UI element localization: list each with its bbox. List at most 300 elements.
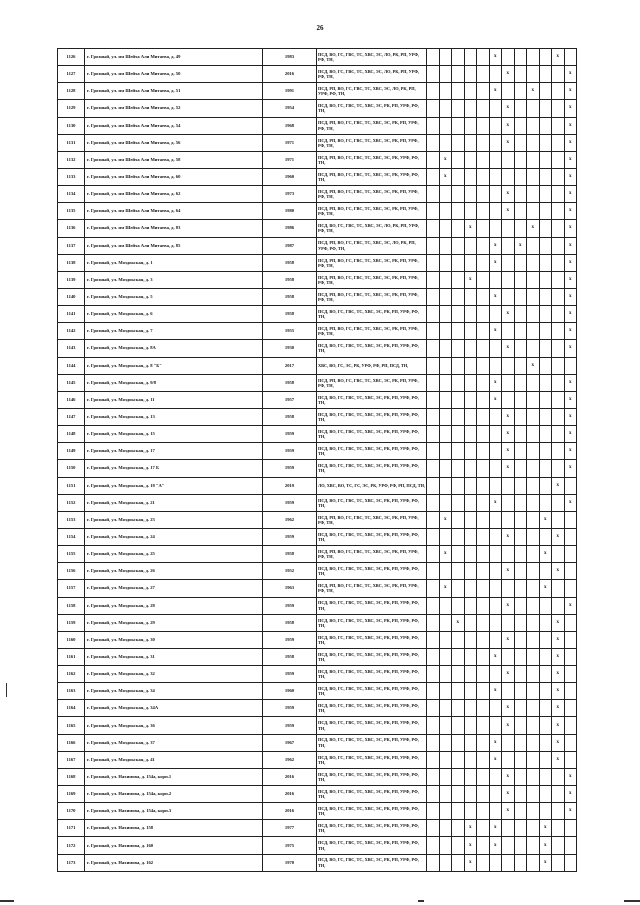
period-mark-cell [477, 83, 490, 100]
period-mark-cell [514, 408, 527, 425]
address-cell: г. Грозный, ул. Моздокская, д. 36 [85, 717, 263, 734]
period-mark-cell [464, 100, 477, 117]
period-mark-cell [427, 751, 440, 768]
period-mark-cell [514, 134, 527, 151]
period-mark-cell [539, 151, 552, 168]
period-mark-cell [502, 751, 515, 768]
period-mark-cell: x [502, 203, 515, 220]
period-mark-cell [477, 391, 490, 408]
period-mark-cell [477, 580, 490, 597]
address-cell: г. Грозный, ул. Моздокская, д. 28 [85, 597, 263, 614]
engineering-systems-cell: ПСД, ВО, ГС, ГВС, ТС, ХВС, ЭС, РК, РП, УРФ, РФ, ТН, [317, 528, 427, 545]
period-mark-cell [539, 357, 552, 374]
period-mark-cell [539, 460, 552, 477]
period-mark-cell [464, 186, 477, 203]
address-cell: г. Грозный, ул. им Шейха Али Митаева, д. 64 [85, 203, 263, 220]
engineering-systems-cell: ПСД, ВО, ГС, ГВС, ТС, ХВС, ЭС, РК, РП, УРФ, РФ, ТН, [317, 717, 427, 734]
period-mark-cell [464, 700, 477, 717]
engineering-systems-cell: ПСД, ВО, ГС, ГВС, ТС, ХВС, ЭС, ЛО, РК, РП, УРФ, РФ, ТН, [317, 66, 427, 83]
period-mark-cell [502, 168, 515, 185]
period-mark-cell: x [489, 391, 502, 408]
table-row [58, 271, 577, 288]
table-row [58, 426, 577, 443]
row-number: 1127 [58, 66, 85, 83]
period-mark-cell [427, 614, 440, 631]
period-mark-cell [527, 288, 540, 305]
period-mark-cell [464, 477, 477, 494]
period-mark-cell [427, 306, 440, 323]
period-mark-cell: x [552, 700, 565, 717]
period-mark-cell [477, 597, 490, 614]
period-mark-cell [564, 580, 577, 597]
year-built-cell: 1958 [263, 374, 317, 391]
period-mark-cell [552, 100, 565, 117]
period-mark-cell: x [464, 220, 477, 237]
period-mark-cell [477, 288, 490, 305]
period-mark-cell [439, 854, 452, 871]
row-number: 1150 [58, 460, 85, 477]
period-mark-cell [452, 426, 465, 443]
period-mark-cell [452, 391, 465, 408]
address-cell: г. Грозный, ул. им Шейха Али Митаева, д. 49 [85, 49, 263, 66]
period-mark-cell [464, 768, 477, 785]
row-number: 1142 [58, 323, 85, 340]
year-built-cell: 1959 [263, 717, 317, 734]
period-mark-cell [489, 803, 502, 820]
period-mark-cell [539, 323, 552, 340]
period-mark-cell [489, 666, 502, 683]
period-mark-cell [539, 683, 552, 700]
period-mark-cell [552, 820, 565, 837]
period-mark-cell [427, 511, 440, 528]
period-mark-cell: x [489, 494, 502, 511]
scan-edge-mark [6, 683, 7, 697]
period-mark-cell: x [564, 374, 577, 391]
engineering-systems-cell: ПСД, ВО, ГС, ГВС, ТС, ХВС, ЭС, РК, РП, УРФ, РФ, ТН, [317, 768, 427, 785]
table-row [58, 854, 577, 871]
period-mark-cell [564, 700, 577, 717]
table-row [58, 700, 577, 717]
period-mark-cell: x [502, 443, 515, 460]
row-number: 1152 [58, 494, 85, 511]
period-mark-cell [427, 117, 440, 134]
period-mark-cell [514, 786, 527, 803]
period-mark-cell [439, 254, 452, 271]
period-mark-cell [502, 546, 515, 563]
engineering-systems-cell: ХВС, ВО, ГС, ЭС, РК, УРФ, РФ, РП, ПСД, ТН, [317, 357, 427, 374]
period-mark-cell [539, 134, 552, 151]
period-mark-cell [539, 803, 552, 820]
row-number: 1134 [58, 186, 85, 203]
year-built-cell: 1959 [263, 631, 317, 648]
period-mark-cell [427, 768, 440, 785]
period-mark-cell [439, 340, 452, 357]
row-number: 1151 [58, 477, 85, 494]
year-built-cell: 1958 [263, 306, 317, 323]
year-built-cell: 2016 [263, 768, 317, 785]
period-mark-cell [439, 734, 452, 751]
row-number: 1137 [58, 237, 85, 254]
year-built-cell: 1959 [263, 666, 317, 683]
engineering-systems-cell: ПСД, РП, ВО, ГС, ГВС, ТС, ХВС, ЭС, РК, РП, УРФ, РФ, ТН, [317, 288, 427, 305]
period-mark-cell: x [502, 426, 515, 443]
period-mark-cell: x [489, 648, 502, 665]
period-mark-cell: x [502, 408, 515, 425]
period-mark-cell [552, 134, 565, 151]
address-cell: г. Грозный, ул. им Шейха Али Митаева, д. 60 [85, 168, 263, 185]
period-mark-cell [564, 528, 577, 545]
period-mark-cell [452, 786, 465, 803]
row-number: 1157 [58, 580, 85, 597]
row-number: 1143 [58, 340, 85, 357]
period-mark-cell [514, 186, 527, 203]
period-mark-cell [527, 340, 540, 357]
period-mark-cell: x [564, 323, 577, 340]
period-mark-cell [489, 306, 502, 323]
period-mark-cell [539, 631, 552, 648]
period-mark-cell [527, 271, 540, 288]
period-mark-cell [514, 306, 527, 323]
period-mark-cell [527, 580, 540, 597]
period-mark-cell [464, 323, 477, 340]
period-mark-cell [552, 117, 565, 134]
period-mark-cell [489, 786, 502, 803]
period-mark-cell: x [439, 151, 452, 168]
period-mark-cell: x [564, 494, 577, 511]
period-mark-cell [427, 631, 440, 648]
table-row [58, 580, 577, 597]
period-mark-cell: x [502, 666, 515, 683]
period-mark-cell [439, 117, 452, 134]
period-mark-cell [527, 477, 540, 494]
period-mark-cell: x [502, 117, 515, 134]
address-cell: г. Грозный, ул. Моздокская, д. 9/8 [85, 374, 263, 391]
period-mark-cell [514, 803, 527, 820]
table-row [58, 391, 577, 408]
period-mark-cell [489, 443, 502, 460]
engineering-systems-cell: ПСД, ВО, ГС, ГВС, ТС, ХВС, ЭС, РК, РП, УРФ, РФ, ТН, [317, 408, 427, 425]
table-row [58, 511, 577, 528]
period-mark-cell: x [502, 528, 515, 545]
table-row [58, 820, 577, 837]
period-mark-cell [514, 854, 527, 871]
row-number: 1146 [58, 391, 85, 408]
period-mark-cell: x [539, 511, 552, 528]
period-mark-cell [464, 340, 477, 357]
period-mark-cell [489, 357, 502, 374]
period-mark-cell [464, 374, 477, 391]
period-mark-cell [464, 49, 477, 66]
engineering-systems-cell: ПСД, ВО, ГС, ГВС, ТС, ХВС, ЭС, РК, РП, УРФ, РФ, ТН, [317, 426, 427, 443]
table-row [58, 494, 577, 511]
row-number: 1131 [58, 134, 85, 151]
period-mark-cell [477, 237, 490, 254]
period-mark-cell: x [552, 563, 565, 580]
period-mark-cell [427, 734, 440, 751]
period-mark-cell: x [502, 768, 515, 785]
engineering-systems-cell: ПСД, РП, ВО, ГС, ГВС, ТС, ХВС, ЭС, РК, РП, УРФ, РФ, ТН, [317, 203, 427, 220]
period-mark-cell: x [564, 768, 577, 785]
period-mark-cell [439, 614, 452, 631]
period-mark-cell [502, 820, 515, 837]
period-mark-cell [552, 151, 565, 168]
period-mark-cell [452, 134, 465, 151]
period-mark-cell: x [539, 837, 552, 854]
row-number: 1133 [58, 168, 85, 185]
period-mark-cell: x [552, 666, 565, 683]
period-mark-cell [502, 648, 515, 665]
table-row [58, 528, 577, 545]
engineering-systems-cell: ПСД, ВО, ГС, ГВС, ТС, ХВС, ЭС, РК, РП, УРФ, РФ, ТН, [317, 803, 427, 820]
period-mark-cell [527, 546, 540, 563]
year-built-cell: 1930 [263, 340, 317, 357]
address-cell: г. Грозный, ул. им Шейха Али Митаева, д. 52 [85, 100, 263, 117]
period-mark-cell [552, 460, 565, 477]
period-mark-cell: x [439, 511, 452, 528]
period-mark-cell [514, 477, 527, 494]
period-mark-cell [439, 786, 452, 803]
period-mark-cell [452, 597, 465, 614]
year-built-cell: 1959 [263, 597, 317, 614]
period-mark-cell [427, 391, 440, 408]
period-mark-cell [539, 100, 552, 117]
period-mark-cell [477, 734, 490, 751]
period-mark-cell [477, 700, 490, 717]
period-mark-cell [527, 528, 540, 545]
period-mark-cell [552, 408, 565, 425]
engineering-systems-cell: ПСД, РП, ВО, ГС, ГВС, ТС, ХВС, ЭС, РК, РП, УРФ, РФ, ТН, [317, 271, 427, 288]
period-mark-cell [464, 648, 477, 665]
period-mark-cell [427, 168, 440, 185]
period-mark-cell [539, 117, 552, 134]
period-mark-cell [489, 151, 502, 168]
row-number: 1140 [58, 288, 85, 305]
period-mark-cell: x [564, 288, 577, 305]
period-mark-cell: x [564, 168, 577, 185]
period-mark-cell [439, 494, 452, 511]
row-number: 1138 [58, 254, 85, 271]
period-mark-cell [502, 151, 515, 168]
period-mark-cell [489, 408, 502, 425]
period-mark-cell [552, 443, 565, 460]
year-built-cell: 1971 [263, 151, 317, 168]
table-row [58, 100, 577, 117]
period-mark-cell: x [564, 391, 577, 408]
period-mark-cell [427, 700, 440, 717]
period-mark-cell: x [539, 546, 552, 563]
period-mark-cell: x [489, 288, 502, 305]
period-mark-cell [452, 443, 465, 460]
period-mark-cell [514, 374, 527, 391]
period-mark-cell [477, 648, 490, 665]
period-mark-cell [427, 134, 440, 151]
period-mark-cell [527, 648, 540, 665]
engineering-systems-cell: ПСД, РП, ВО, ГС, ГВС, ТС, ХВС, ЭС, РК, РП, УРФ, РФ, ТН, [317, 134, 427, 151]
period-mark-cell [489, 460, 502, 477]
engineering-systems-cell: ПСД, ВО, ГС, ГВС, ТС, ХВС, ЭС, РК, РП, УРФ, РФ, ТН, [317, 614, 427, 631]
table-row [58, 220, 577, 237]
period-mark-cell: x [489, 837, 502, 854]
period-mark-cell [514, 100, 527, 117]
period-mark-cell [564, 49, 577, 66]
year-built-cell: 1986 [263, 220, 317, 237]
table-row [58, 340, 577, 357]
period-mark-cell [452, 580, 465, 597]
period-mark-cell: x [527, 220, 540, 237]
period-mark-cell [464, 734, 477, 751]
period-mark-cell [514, 220, 527, 237]
address-cell: г. Грозный, ул. Моздокская, д. 27 [85, 580, 263, 597]
period-mark-cell [427, 83, 440, 100]
period-mark-cell [477, 528, 490, 545]
period-mark-cell [427, 648, 440, 665]
period-mark-cell [539, 426, 552, 443]
period-mark-cell [527, 117, 540, 134]
engineering-systems-cell: ПСД, ВО, ГС, ГВС, ТС, ХВС, ЭС, РК, РП, УРФ, РФ, ТН, [317, 683, 427, 700]
period-mark-cell [439, 49, 452, 66]
engineering-systems-cell: ПСД, ВО, ГС, ГВС, ТС, ХВС, ЭС, РК, РП, УРФ, РФ, ТН, [317, 460, 427, 477]
period-mark-cell [477, 408, 490, 425]
period-mark-cell: x [514, 237, 527, 254]
period-mark-cell: x [464, 854, 477, 871]
period-mark-cell: x [527, 357, 540, 374]
period-mark-cell [439, 528, 452, 545]
period-mark-cell [477, 186, 490, 203]
row-number: 1160 [58, 631, 85, 648]
period-mark-cell [514, 49, 527, 66]
row-number: 1170 [58, 803, 85, 820]
year-built-cell: 1968 [263, 117, 317, 134]
period-mark-cell [539, 66, 552, 83]
table-row [58, 614, 577, 631]
table-row [58, 683, 577, 700]
table-row [58, 734, 577, 751]
period-mark-cell [427, 546, 440, 563]
engineering-systems-cell: ЛО, ХВС, ВО, ТС, ГС, ЭС, РК, УРФ, РФ, РП, ПСД, ТН, [317, 477, 427, 494]
period-mark-cell [489, 546, 502, 563]
period-mark-cell [527, 323, 540, 340]
period-mark-cell [564, 854, 577, 871]
period-mark-cell [439, 768, 452, 785]
period-mark-cell [439, 751, 452, 768]
address-cell: г. Грозный, ул. Моздокская, д. 34 [85, 683, 263, 700]
period-mark-cell [477, 546, 490, 563]
period-mark-cell: x [489, 237, 502, 254]
period-mark-cell: x [439, 546, 452, 563]
period-mark-cell: x [552, 477, 565, 494]
period-mark-cell: x [489, 323, 502, 340]
row-number: 1164 [58, 700, 85, 717]
period-mark-cell [427, 357, 440, 374]
period-mark-cell [452, 271, 465, 288]
period-mark-cell [464, 580, 477, 597]
period-mark-cell [539, 220, 552, 237]
address-cell: г. Грозный, ул. Моздокская, д. 11 [85, 391, 263, 408]
period-mark-cell: x [489, 49, 502, 66]
table-row [58, 288, 577, 305]
table-row [58, 254, 577, 271]
period-mark-cell [439, 306, 452, 323]
period-mark-cell: x [539, 854, 552, 871]
period-mark-cell: x [502, 100, 515, 117]
period-mark-cell [552, 306, 565, 323]
period-mark-cell [452, 168, 465, 185]
period-mark-cell [552, 288, 565, 305]
period-mark-cell [502, 83, 515, 100]
period-mark-cell [527, 768, 540, 785]
address-cell: г. Грозный, ул. Моздокская, д. 25 [85, 546, 263, 563]
address-cell: г. Грозный, ул. Моздокская, д. 7 [85, 323, 263, 340]
period-mark-cell [427, 186, 440, 203]
period-mark-cell [514, 597, 527, 614]
address-cell: г. Грозный, ул. им Шейха Али Митаева, д. 54 [85, 117, 263, 134]
table-row [58, 134, 577, 151]
year-built-cell: 1973 [263, 186, 317, 203]
period-mark-cell [539, 374, 552, 391]
period-mark-cell [564, 546, 577, 563]
row-number: 1136 [58, 220, 85, 237]
period-mark-cell [427, 340, 440, 357]
period-mark-cell [452, 820, 465, 837]
row-number: 1161 [58, 648, 85, 665]
period-mark-cell [527, 751, 540, 768]
year-built-cell: 1977 [263, 820, 317, 837]
period-mark-cell [527, 203, 540, 220]
period-mark-cell [477, 751, 490, 768]
table-row [58, 306, 577, 323]
period-mark-cell [477, 168, 490, 185]
period-mark-cell [427, 528, 440, 545]
period-mark-cell [464, 83, 477, 100]
period-mark-cell [502, 237, 515, 254]
period-mark-cell [427, 288, 440, 305]
period-mark-cell [527, 786, 540, 803]
period-mark-cell [527, 700, 540, 717]
engineering-systems-cell: ПСД, ВО, ГС, ГВС, ТС, ХВС, ЭС, РК, РП, УРФ, РФ, ТН, [317, 666, 427, 683]
period-mark-cell [477, 631, 490, 648]
year-built-cell: 1970 [263, 854, 317, 871]
period-mark-cell [452, 83, 465, 100]
period-mark-cell [489, 100, 502, 117]
period-mark-cell [427, 254, 440, 271]
period-mark-cell [464, 631, 477, 648]
year-built-cell: 1958 [263, 648, 317, 665]
period-mark-cell [539, 563, 552, 580]
address-cell: г. Грозный, ул. Моздокская, д. 17 [85, 443, 263, 460]
period-mark-cell [552, 854, 565, 871]
period-mark-cell [527, 374, 540, 391]
period-mark-cell [527, 683, 540, 700]
period-mark-cell: x [564, 220, 577, 237]
period-mark-cell [539, 49, 552, 66]
engineering-systems-cell: ПСД, РП, ВО, ГС, ГВС, ТС, ХВС, ЭС, РК, РП, УРФ, РФ, ТН, [317, 511, 427, 528]
period-mark-cell [452, 357, 465, 374]
table-row [58, 237, 577, 254]
year-built-cell: 1962 [263, 511, 317, 528]
year-built-cell: 1952 [263, 563, 317, 580]
period-mark-cell [552, 340, 565, 357]
period-mark-cell [464, 203, 477, 220]
period-mark-cell [539, 786, 552, 803]
period-mark-cell [439, 408, 452, 425]
period-mark-cell [527, 803, 540, 820]
period-mark-cell [477, 666, 490, 683]
period-mark-cell [464, 494, 477, 511]
period-mark-cell [452, 66, 465, 83]
table-row [58, 786, 577, 803]
period-mark-cell [502, 614, 515, 631]
period-mark-cell: x [564, 237, 577, 254]
